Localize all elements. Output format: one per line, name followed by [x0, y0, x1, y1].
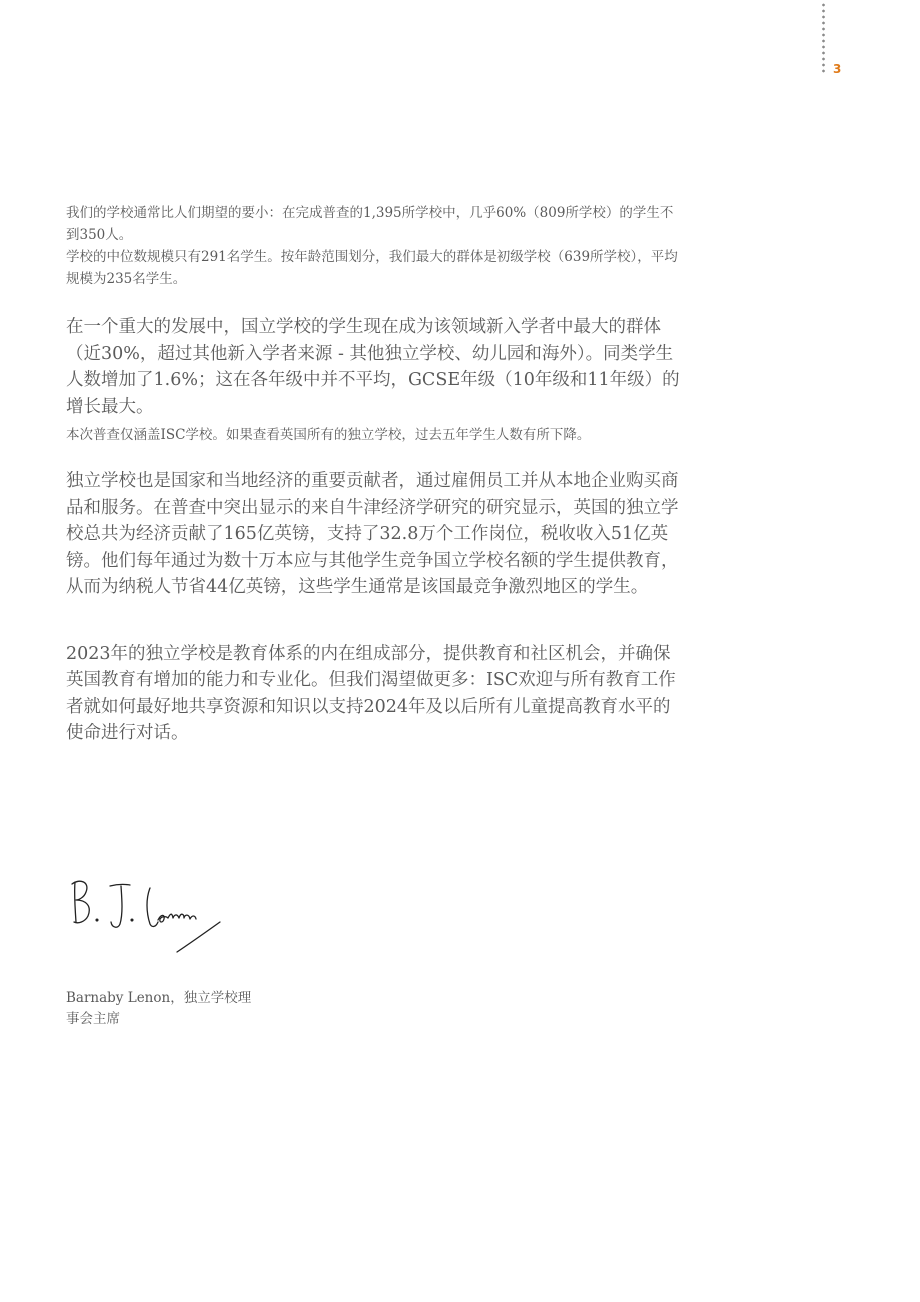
page-number: 3 [833, 62, 842, 76]
main-content [66, 202, 680, 747]
signer-block [66, 988, 266, 1030]
paragraph-school-size: 我们的学校通常比人们期望的要小：在完成普查的1,395所学校中，几乎60%（809所学校）的学生不到350人。 [66, 205, 674, 243]
dotted-line-decoration [822, 2, 825, 74]
paragraph-state-school-pupils: 在一个重大的发展中，国立学校的学生现在成为该领域新入学者中最大的群体（近30%，超过其他新入学者来源 - 其他独立学校、幼儿园和海外）。同类学生人数增加了1.6%；这在各年级中并不平均，GCSE年级（10年级和11年级）的增长最大。 [66, 317, 680, 417]
signer-name-line: Barnaby Lenon，独立学校理 [66, 990, 252, 1006]
signer-title-line: 事会主席 [66, 1011, 120, 1027]
paragraph-census-note: 本次普查仅涵盖ISC学校。如果查看英国所有的独立学校，过去五年学生人数有所下降。 [66, 427, 591, 443]
handwritten-signature [66, 872, 236, 962]
paragraph-economic-contribution: 独立学校也是国家和当地经济的重要贡献者，通过雇佣员工并从本地企业购买商品和服务。在普查中突出显示的来自牛津经济学研究的研究显示，英国的独立学校总共为经济贡献了165亿英镑，支持了32.8万个工作岗位，税收收入51亿英镑。他们每年通过为数十万本应与其他学生竞争国立学校名额的学生提供教育，从而为纳税人节省44亿英镑，这些学生通常是该国最竞争激烈地区的学生。 [66, 471, 679, 597]
paragraph-2023-outlook: 2023年的独立学校是教育体系的内在组成部分，提供教育和社区机会，并确保英国教育有增加的能力和专业化。但我们渴望做更多：ISC欢迎与所有教育工作者就如何最好地共享资源和知识以支持2024年及以后所有儿童提高教育水平的使命进行对话。 [66, 643, 676, 743]
paragraph-median-size: 学校的中位数规模只有291名学生。按年龄范围划分，我们最大的群体是初级学校（639所学校），平均规模为235名学生。 [66, 249, 678, 287]
page-marker [818, 2, 848, 82]
